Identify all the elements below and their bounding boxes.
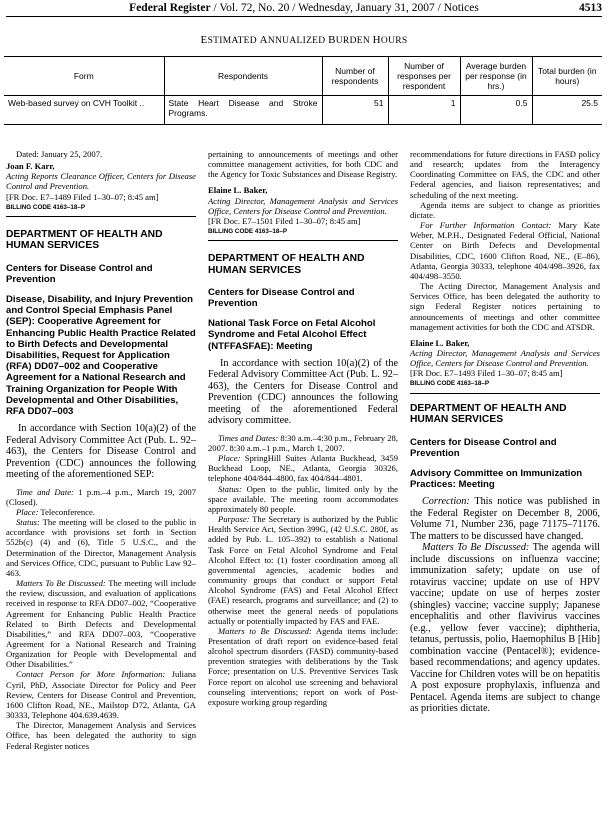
burden-table-title: ESTIMATED ANNUALIZED BURDEN HOURS <box>200 34 408 46</box>
fr-doc-line: [FR Doc. E7–1489 Filed 1–30–07; 8:45 am] <box>6 191 159 202</box>
table-header-row <box>4 57 602 96</box>
respondents-cell: State Heart Disease and Stroke Programs. <box>164 96 322 125</box>
column-header: Average burden per response (in hrs.) <box>460 57 532 96</box>
status-paragraph: Status: Open to the public, limited only by the space available. The meeting room accommodates approximately 80 people. <box>208 483 398 514</box>
director-paragraph: The Director, Management Analysis and Services Office, has been delegated the authority to sign Federal Register notices <box>6 720 196 751</box>
time-paragraph: Time and Date: 1 p.m.–4 p.m., March 19, 2007 (Closed). <box>6 486 196 507</box>
contact-paragraph: For Further Information Contact: Mary Kate Weber, M.P.H., Designated Federal Official, National Center on Birth Defects and Developmental Disabilities, CDC, 1600 Clifton Road, NE., (E–86), Atlanta, Georgia 30333, telephone 404/498–3926, fax 404/498–3550. <box>410 220 600 281</box>
burden-table <box>4 56 602 125</box>
signer-title: Acting Reports Clearance Officer, Centers for Disease Control and Prevention. <box>6 171 196 192</box>
column-header: Total burden (in hours) <box>532 57 602 96</box>
signer-title: Acting Director, Management Analysis and Services Office, Centers for Disease Control and Prevention. <box>208 195 398 216</box>
dated-line: Dated: January 25, 2007. <box>16 149 103 159</box>
agency-heading: Centers for Disease Control and Prevention <box>410 436 557 459</box>
fr-doc-line: [FR Doc. E7–1493 Filed 1–30–07; 8:45 am] <box>410 368 563 379</box>
table-row <box>4 96 602 125</box>
column-2 <box>208 149 398 707</box>
place-paragraph: Place: SpringHill Suites Atlanta Buckhead, 3459 Buckhead Loop, NE., Atlanta, Georgia 30326, telephone 404/844–4800, fax 404/844–4801. <box>208 453 398 484</box>
department-heading: DEPARTMENT OF HEALTH AND HUMAN SERVICES <box>208 253 365 276</box>
signer-name: Elaine L. Baker, <box>208 185 268 196</box>
column-header: Respondents <box>164 57 322 96</box>
matters-paragraph: Matters To Be Discussed: The agenda will include discussions on influenza vaccine; immunization safety; update on use of rotavirus vaccine; update on use of HPV vaccine; update on use of herpes zoster (shingles) vaccine; vaccine supply; Japanese encephalitis and other flavivirus vaccines (e.g., yellow fever vaccine); diphtheria, tetanus, pertussis, polio, Haemophilus B [Hib] combination vaccine (Pentacel®); evidence-based recommendations; and agency updates. Vaccine for Children votes will be on hepatitis A post exposure prophylaxis, influenza and Pentacel. Agenda items are subject to change as priorities dictate. <box>410 542 600 714</box>
continued-paragraph: recommendations for future directions in FASD policy and research; updates from the Interagency Coordinating Committee on FAS, the CDC and other Federal agencies, and liaison representatives; and scheduling of the next meeting. <box>410 149 600 200</box>
publication-name: Federal Register <box>129 2 211 14</box>
subject-change-paragraph: Agenda items are subject to change as priorities dictate. <box>410 199 600 220</box>
signer-name: Elaine L. Baker, <box>410 337 470 348</box>
agency-heading: Centers for Disease Control and Prevention <box>6 262 153 285</box>
column-header: Form <box>4 57 164 96</box>
notice-subject: Advisory Committee on Immunization Practices: Meeting <box>410 467 583 490</box>
notice-subject: National Task Force on Fetal Alcohol Syndrome and Fetal Alcohol Effect (NTFFASFAE): Meeting <box>208 318 376 352</box>
column-header: Number of respondents <box>322 57 388 96</box>
fr-doc-line: [FR Doc. E7–1501 Filed 1–30–07; 8:45 am] <box>208 215 361 226</box>
place-paragraph: Place: Teleconference. <box>16 506 95 517</box>
correction-paragraph: Correction: This notice was published in the Federal Register on December 8, 2006, Volume 71, Number 236, page 71175–71176. The matters to be discussed have changed. <box>410 496 600 542</box>
billing-code: BILLING CODE 4163–18–P <box>208 227 398 241</box>
status-paragraph: Status: The meeting will be closed to the public in accordance with provisions set forth in Section 552b(c) (4) and (6), Title 5 U.S.C., and the Determination of the Director, Management Analysis and Services Office, CDC, pursuant to Public Law 92–463. <box>6 517 196 578</box>
form-cell: Web-based survey on CVH Toolkit .. <box>4 96 164 125</box>
lead-paragraph: In accordance with section 10(a)(2) of the Federal Advisory Committee Act (Pub. L. 92–463), the Centers for Disease Control and Prevention (CDC) announces the following meeting of the aforementioned Federal advisory committee. <box>208 357 398 427</box>
column-header: Number of responses per respondent <box>388 57 460 96</box>
responses-per-respondent-cell: 1 <box>388 96 460 125</box>
lead-paragraph: In accordance with Section 10(a)(2) of the Federal Advisory Committee Act (Pub. L. 92–463), the Centers for Disease Control and Prevention (CDC) announces the following meeting of the aforementioned SEP: <box>6 423 196 481</box>
delegation-paragraph: The Acting Director, Management Analysis and Services Office, has been delegated the authority to sign Federal Register notices pertaining to announcements of meetings and other committee management activities for both the CDC and ATSDR. <box>410 281 600 332</box>
agency-heading: Centers for Disease Control and Prevention <box>208 287 355 310</box>
column-1 <box>6 149 196 751</box>
department-heading: DEPARTMENT OF HEALTH AND HUMAN SERVICES <box>410 402 567 426</box>
average-burden-cell: 0.5 <box>460 96 532 125</box>
signer-name: Joan F. Karr, <box>6 161 55 172</box>
purpose-paragraph: Purpose: The Secretary is authorized by the Public Health Service Act, Section 399G, (42 U.S.C. 280f, as added by Pub. L. 105–392) to establish a National Task Force on Fetal Alcohol Syndrome and Fetal Alcohol Effect to: (1) foster coordination among all governmental agencies, academic bodies and community groups that conduct or support Fetal Alcohol Syndrome (FAS) and Fetal Alcohol Effect (FAE) research, programs and surveillance; and (2) to otherwise meet the general needs of populations actually or potentially impacted by FAS and FAE. <box>208 514 398 626</box>
continued-paragraph: pertaining to announcements of meetings and other committee management activities, for both CDC and the Agency for Toxic Substances and Disease Registry. <box>208 149 398 180</box>
respondents-count-cell: 51 <box>322 96 388 125</box>
matters-paragraph: Matters to Be Discussed: Agenda items include: Presentation of draft report on evidence-based fetal alcohol spectrum disorders (FASD) community-based prevention strategies with deliberations by the Task Force; presentation on U.S. Preventive Services Task Force report on alcohol use screening and behavioral counseling interventions; report on work of Post-exposure working group regarding <box>208 625 399 707</box>
contact-paragraph: Contact Person for More Information: Juliana Cyril, PhD, Associate Director for Policy and Peer Review, Centers for Disease Control and Prevention, 1600 Clifton Road, NE., Mailstop D72, Atlanta, GA 30333, Telephone 404.639.4639. <box>6 669 196 721</box>
billing-code: BILLING CODE 4163–18–P <box>410 379 600 393</box>
column-3 <box>410 149 600 715</box>
page-number: 4513 <box>579 2 602 14</box>
time-paragraph: Times and Dates: 8:30 a.m.–4:30 p.m., February 28, 2007. 8:30 a.m.–1 p.m., March 1, 2007. <box>208 432 398 454</box>
issue-info: / Vol. 72, No. 20 / Wednesday, January 31, 2007 / Notices <box>210 2 479 14</box>
signer-title: Acting Director, Management Analysis and Services Office, Centers for Disease Control and Prevention. <box>410 347 600 369</box>
department-heading: DEPARTMENT OF HEALTH AND HUMAN SERVICES <box>6 228 163 252</box>
page-header <box>6 2 602 17</box>
notice-subject: Disease, Disability, and Injury Prevention and Control Special Emphasis Panel (SEP): Cooperative Agreement for Enhancing Public Health Practice Related to Birth Defects and Developmental Disabilities, Request for Application (RFA) DD07–002 and Cooperative Agreement for a National Research and Training Organization for People With Developmental and Other Disabilities, RFA DD07–003 <box>6 293 196 417</box>
billing-code: BILLING CODE 4163–18–P <box>6 203 196 217</box>
total-burden-cell: 25.5 <box>532 96 602 125</box>
matters-paragraph: Matters To Be Discussed: The meeting will include the review, discussion, and evaluation of applications received in response to RFA DD07–002, “Cooperative Agreement for Enhancing Public Health Practice Related to Birth Defects and Developmental Disabilities,” and RFA DD07–003, “Cooperative Agreement for a National Research and Training Organization for People with Developmental and Other Disabilities.” <box>6 578 196 670</box>
